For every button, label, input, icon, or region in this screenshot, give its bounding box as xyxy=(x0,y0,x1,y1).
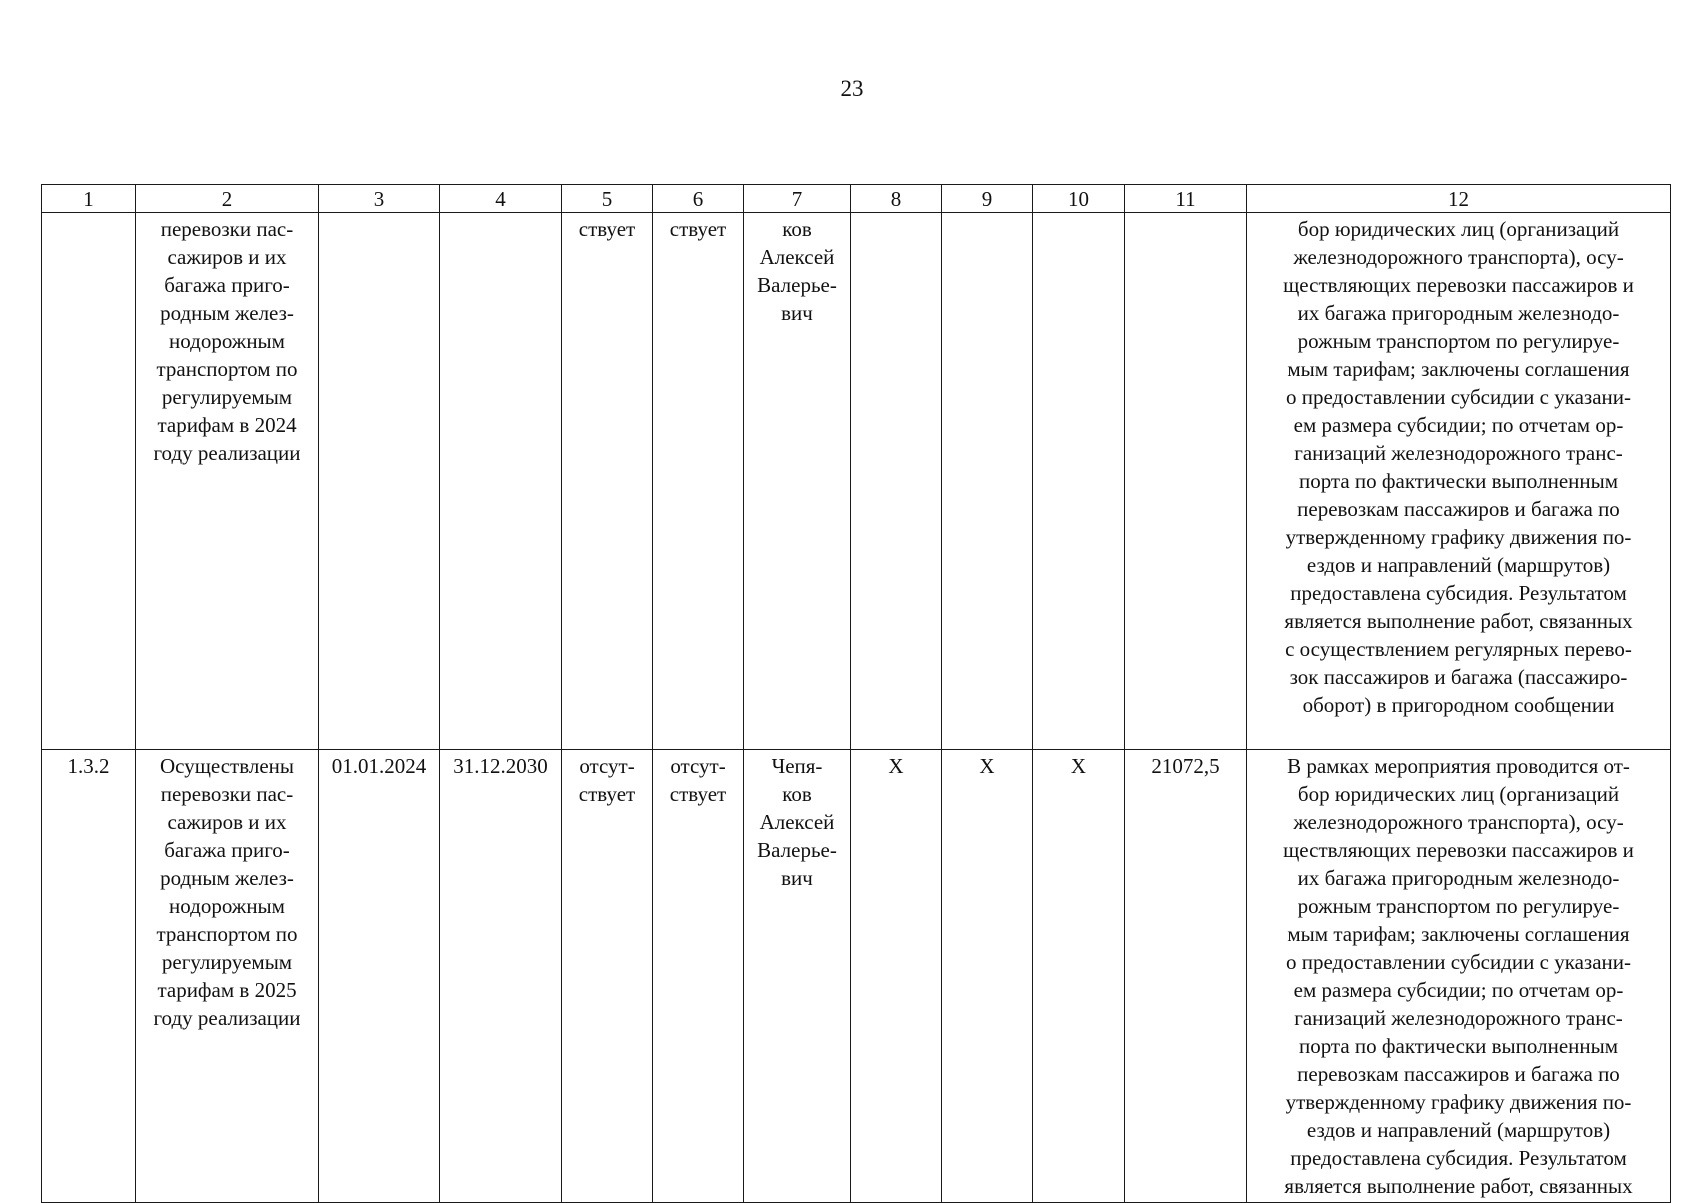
cell-line: тарифам в 2025 xyxy=(157,978,297,1002)
cell-line: В рамках мероприятия проводится от- xyxy=(1287,754,1630,778)
cell-line: сажиров и их xyxy=(167,245,287,269)
cell-col10: Х xyxy=(1033,750,1125,1203)
cell-description xyxy=(1247,213,1671,750)
cell-line: ществляющих перевозки пассажиров и xyxy=(1283,273,1634,297)
cell-start-date: 01.01.2024 xyxy=(319,750,440,1203)
cell-line: родным желез- xyxy=(160,301,294,325)
column-header: 1 xyxy=(42,185,136,213)
cell-line: ствует xyxy=(578,217,636,241)
cell-line: их багажа пригородным железнодо- xyxy=(1297,301,1620,325)
cell-line: отсут- xyxy=(670,754,726,778)
page-number: 23 xyxy=(840,76,864,101)
cell-line: предоставлена субсидия. Результатом xyxy=(1290,581,1627,605)
cell-line: отсут- xyxy=(579,754,635,778)
cell-line: перевозки пас- xyxy=(160,217,294,241)
cell-line: регулируемым xyxy=(161,950,293,974)
cell-line: предоставлена субсидия. Результатом xyxy=(1290,1146,1627,1170)
cell-col5 xyxy=(562,750,653,1203)
cell-line: порта по фактически выполненным xyxy=(1298,1034,1619,1058)
cell-line: является выполнение работ, связанных xyxy=(1284,609,1633,633)
cell-end-date: 31.12.2030 xyxy=(440,750,562,1203)
cell-responsible xyxy=(744,213,851,750)
cell-line: порта по фактически выполненным xyxy=(1298,469,1619,493)
cell-line: ствует xyxy=(669,782,727,806)
cell-line: Валерье- xyxy=(757,838,837,862)
cell-line: багажа приго- xyxy=(164,273,290,297)
cell-line: Осуществлены xyxy=(159,754,294,778)
cell-line: тарифам в 2024 xyxy=(157,413,297,437)
column-header: 8 xyxy=(851,185,942,213)
column-header: 2 xyxy=(136,185,319,213)
cell-description xyxy=(1247,750,1671,1203)
cell-line: их багажа пригородным железнодо- xyxy=(1297,866,1620,890)
cell-amount: 21072,5 xyxy=(1125,750,1247,1203)
cell-col9: Х xyxy=(942,750,1033,1203)
cell-line: ков xyxy=(782,782,812,806)
cell-line: рожным транспортом по регулируе- xyxy=(1297,894,1620,918)
cell-line: Валерье- xyxy=(757,273,837,297)
cell-line: вич xyxy=(781,301,813,325)
cell-line: сажиров и их xyxy=(167,810,287,834)
cell-line: нодорожным xyxy=(169,894,285,918)
cell-line: является выполнение работ, связанных xyxy=(1284,1174,1633,1198)
cell-line: ганизаций железнодорожного транс- xyxy=(1294,441,1623,465)
header-row xyxy=(42,185,1671,213)
cell-col6 xyxy=(653,750,744,1203)
cell-line: мым тарифам; заключены соглашения xyxy=(1287,922,1630,946)
column-header: 10 xyxy=(1033,185,1125,213)
cell-line: ем размера субсидии; по отчетам ор- xyxy=(1293,978,1624,1002)
cell-line: железнодорожного транспорта), осу- xyxy=(1293,245,1624,269)
cell-line: году реализации xyxy=(153,441,301,465)
column-header: 11 xyxy=(1125,185,1247,213)
plan-table xyxy=(41,184,1671,1203)
column-header: 5 xyxy=(562,185,653,213)
cell-line: рожным транспортом по регулируе- xyxy=(1297,329,1620,353)
cell-line: зок пассажиров и багажа (пассажиро- xyxy=(1289,665,1628,689)
cell-line: утвержденному графику движения по- xyxy=(1285,1090,1632,1114)
cell-line: транспортом по xyxy=(156,922,298,946)
cell-line: ездов и направлений (маршрутов) xyxy=(1306,553,1611,577)
cell-line: перевозки пас- xyxy=(160,782,294,806)
cell-amount xyxy=(1125,213,1247,750)
cell-col6 xyxy=(653,213,744,750)
cell-line: о предоставлении субсидии с указани- xyxy=(1285,950,1631,974)
cell-line: Алексей xyxy=(759,245,835,269)
cell-line: перевозкам пассажиров и багажа по xyxy=(1297,497,1620,521)
column-header: 9 xyxy=(942,185,1033,213)
cell-col8 xyxy=(851,213,942,750)
cell-number: 1.3.2 xyxy=(42,750,136,1203)
table-row xyxy=(42,213,1671,750)
cell-line: мым тарифам; заключены соглашения xyxy=(1287,357,1630,381)
column-header: 3 xyxy=(319,185,440,213)
cell-title xyxy=(136,213,319,750)
cell-line: Чепя- xyxy=(771,754,823,778)
cell-line: ем размера субсидии; по отчетам ор- xyxy=(1293,413,1624,437)
cell-line: ездов и направлений (маршрутов) xyxy=(1306,1118,1611,1142)
column-header: 4 xyxy=(440,185,562,213)
cell-line: оборот) в пригородном сообщении xyxy=(1302,693,1615,717)
table-row xyxy=(42,750,1671,1203)
cell-responsible xyxy=(744,750,851,1203)
cell-col10 xyxy=(1033,213,1125,750)
cell-line: регулируемым xyxy=(161,385,293,409)
cell-line: родным желез- xyxy=(160,866,294,890)
column-header: 12 xyxy=(1247,185,1671,213)
cell-title xyxy=(136,750,319,1203)
cell-start-date xyxy=(319,213,440,750)
cell-col9 xyxy=(942,213,1033,750)
cell-line: ществляющих перевозки пассажиров и xyxy=(1283,838,1634,862)
cell-line: утвержденному графику движения по- xyxy=(1285,525,1632,549)
column-header: 7 xyxy=(744,185,851,213)
cell-line: багажа приго- xyxy=(164,838,290,862)
column-header: 6 xyxy=(653,185,744,213)
cell-line: вич xyxy=(781,866,813,890)
cell-line: о предоставлении субсидии с указани- xyxy=(1285,385,1631,409)
cell-line: бор юридических лиц (организаций xyxy=(1297,782,1620,806)
cell-line: железнодорожного транспорта), осу- xyxy=(1293,810,1624,834)
cell-col5 xyxy=(562,213,653,750)
cell-number xyxy=(42,213,136,750)
cell-line: с осуществлением регулярных перево- xyxy=(1285,637,1632,661)
cell-col8: Х xyxy=(851,750,942,1203)
cell-line: ствует xyxy=(669,217,727,241)
cell-line: Алексей xyxy=(759,810,835,834)
cell-end-date xyxy=(440,213,562,750)
cell-line: году реализации xyxy=(153,1006,301,1030)
cell-line: перевозкам пассажиров и багажа по xyxy=(1297,1062,1620,1086)
cell-line: ков xyxy=(782,217,812,241)
cell-line: нодорожным xyxy=(169,329,285,353)
cell-line: транспортом по xyxy=(156,357,298,381)
cell-line: ствует xyxy=(578,782,636,806)
cell-line: бор юридических лиц (организаций xyxy=(1297,217,1620,241)
cell-line: ганизаций железнодорожного транс- xyxy=(1294,1006,1623,1030)
